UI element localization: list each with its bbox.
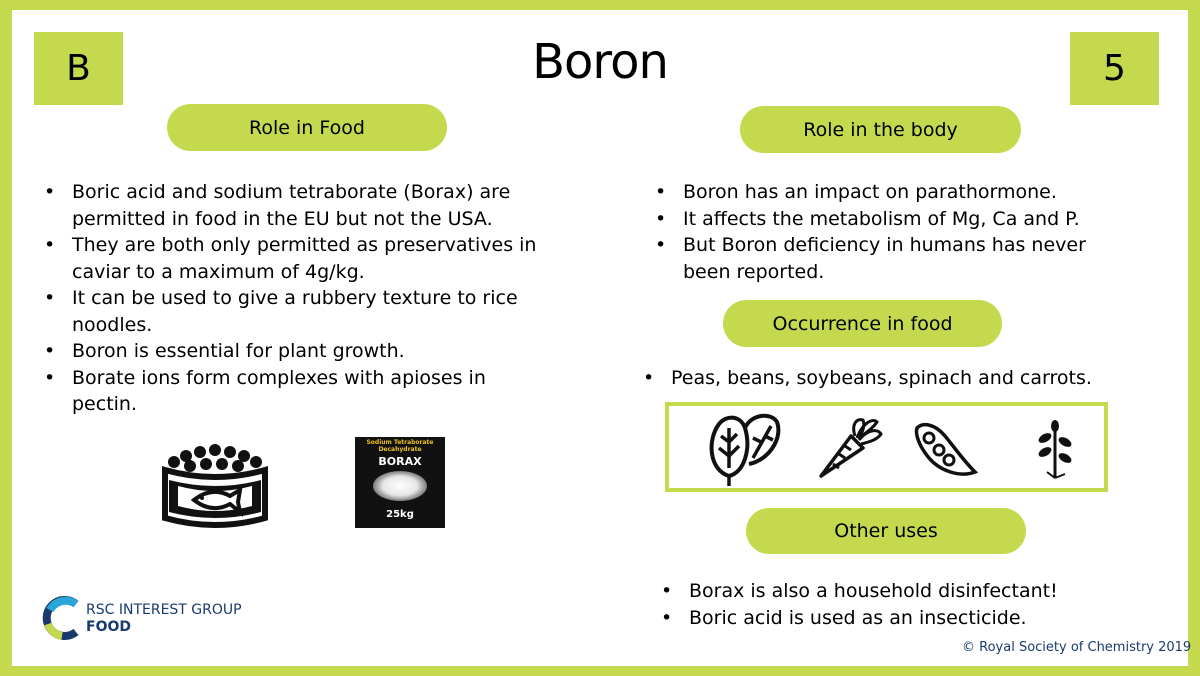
spinach-icon	[705, 410, 783, 486]
list-item: • It affects the metabolism of Mg, Ca and P.	[651, 206, 1101, 233]
page-title: Boron	[532, 34, 668, 90]
occurrence-list	[639, 365, 1099, 392]
occurrence-heading: Occurrence in food	[723, 300, 1002, 347]
food-icons-panel	[665, 402, 1108, 492]
list-item: • But Boron deficiency in humans has never been reported.	[651, 232, 1101, 285]
list-item: • Boron is essential for plant growth.	[40, 338, 540, 365]
list-item: • Borax is also a household disinfectant!	[657, 578, 1107, 605]
list-item: • It can be used to give a rubbery texture to rice noodles.	[40, 285, 540, 338]
borax-name-label: BORAX	[378, 455, 422, 468]
list-item: • Peas, beans, soybeans, spinach and carrots.	[639, 365, 1099, 392]
list-item: • Borate ions form complexes with apioses in pectin.	[40, 365, 540, 418]
role-in-body-heading: Role in the body	[740, 106, 1021, 153]
copyright-text: © Royal Society of Chemistry 2019	[962, 640, 1192, 655]
list-item: • They are both only permitted as preservatives in caviar to a maximum of 4g/kg.	[40, 232, 540, 285]
logo-line-1: RSC INTEREST GROUP	[86, 602, 242, 618]
plant-sprout-icon	[1035, 420, 1079, 480]
borax-package-image	[355, 437, 445, 528]
role-in-food-list	[40, 179, 540, 418]
rsc-logo-text	[86, 602, 242, 636]
borax-weight-label: 25kg	[386, 509, 414, 520]
list-item: • Boric acid is used as an insecticide.	[657, 605, 1107, 632]
letter-badge: B	[34, 32, 123, 105]
other-uses-heading: Other uses	[746, 508, 1026, 554]
logo-line-2: FOOD	[86, 619, 131, 635]
number-badge: 5	[1070, 32, 1159, 105]
borax-header-label: Sodium Tetraborate Decahydrate	[366, 439, 434, 453]
borax-powder-image	[373, 471, 427, 501]
role-in-food-heading: Role in Food	[167, 104, 447, 151]
pea-pod-icon	[913, 420, 979, 480]
role-in-body-list	[651, 179, 1101, 285]
caviar-tin-icon	[160, 440, 270, 530]
carrot-icon	[815, 414, 885, 480]
list-item: • Boron has an impact on parathormone.	[651, 179, 1101, 206]
other-uses-list	[657, 578, 1107, 631]
rsc-logo-icon	[42, 596, 82, 640]
list-item: • Boric acid and sodium tetraborate (Borax) are permitted in food in the EU but not the USA.	[40, 179, 540, 232]
